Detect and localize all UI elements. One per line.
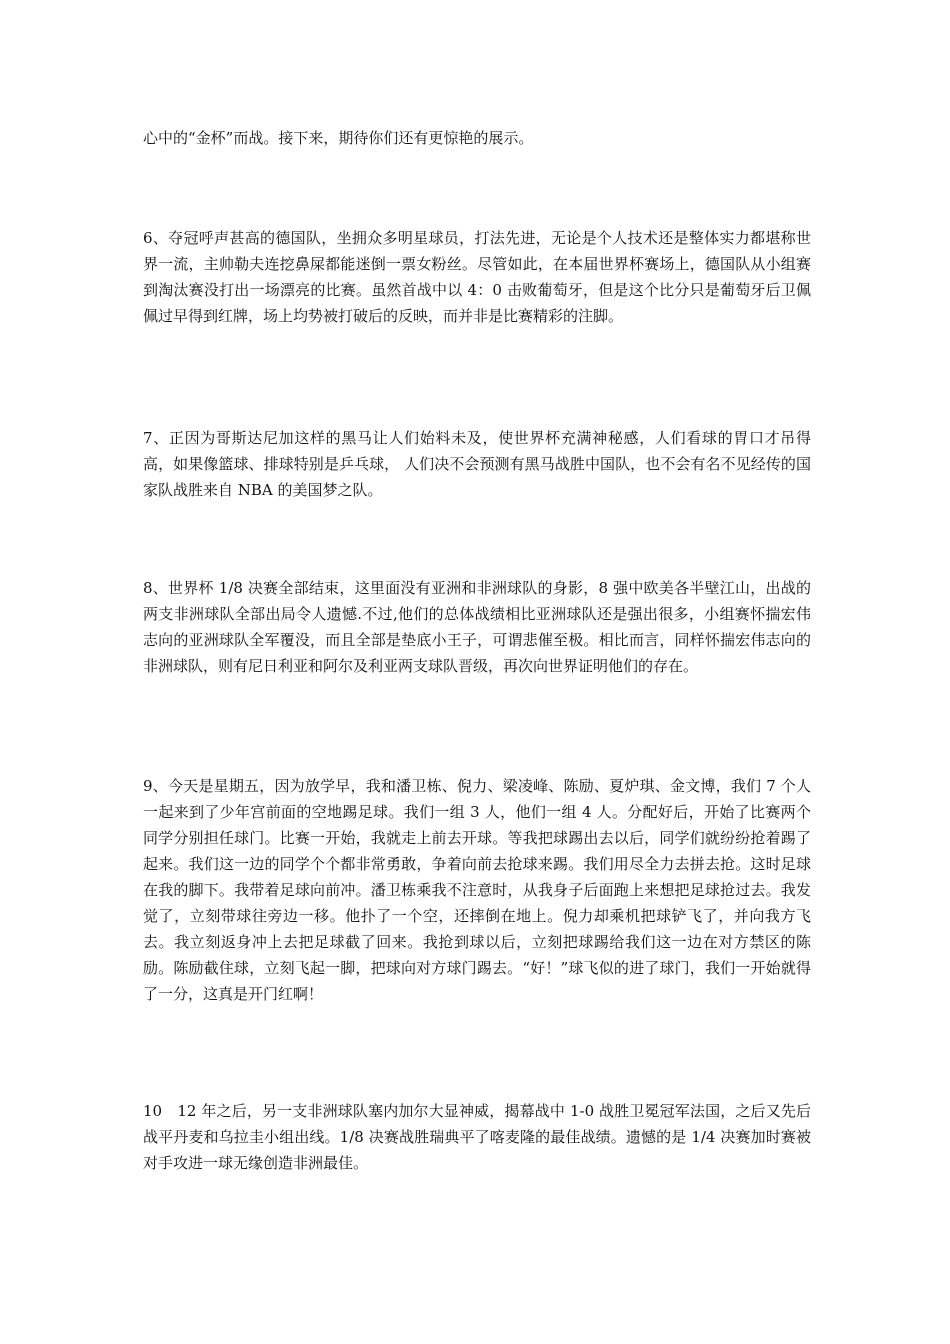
- paragraph-9-football-match: 9、今天是星期五，因为放学早，我和潘卫栋、倪力、梁凌峰、陈励、夏炉琪、金文博，我们 7 个人一起来到了少年宫前面的空地踢足球。我们一组 3 人，他们一组 4 人。分配好后，开始了比赛两个同学分别担任球门。比赛一开始，我就走上前去开球。等我把球踢出去以后，同学们就纷纷抢着踢了起来。我们这一边的同学个个都非常勇敢，争着向前去抢球来踢。我们用尽全力去拼去抢。这时足球在我的脚下。我带着足球向前冲。潘卫栋乘我不注意时，从我身子后面跑上来想把足球抢过去。我发觉了，立刻带球往旁边一移。他扑了一个空，还摔倒在地上。倪力却乘机把球铲飞了，并向我方飞去。我立刻返身冲上去把足球截了回来。我抢到球以后，立刻把球踢给我们这一边在对方禁区的陈励。陈励截住球，立刻飞起一脚，把球向对方球门踢去。“好！”球飞似的进了球门，我们一开始就得了一分，这真是开门红啊！: [143, 777, 811, 1003]
- paragraph-7-dark-horse: 7、正因为哥斯达尼加这样的黑马让人们始料未及，使世界杯充满神秘感，人们看球的胃口才吊得高，如果像篮球、排球特别是乒乓球， 人们决不会预测有黑马战胜中国队，也不会有名不见经传的国家队战胜来自 NBA 的美国梦之队。: [143, 429, 811, 499]
- paragraph-10-senegal: 10 12 年之后，另一支非洲球队塞内加尔大显神威，揭幕战中 1-0 战胜卫冕冠军法国，之后又先后战平丹麦和乌拉圭小组出线。1/8 决赛战胜瑞典平了喀麦隆的最佳战绩。遗憾的是 1/4 决赛加时赛被对手攻进一球无缘创造非洲最佳。: [143, 1102, 811, 1172]
- paragraph-golden-cup-closing: 心中的“金杯”而战。接下来，期待你们还有更惊艳的展示。: [143, 129, 534, 147]
- paragraph-8-round-of-16: 8、世界杯 1/8 决赛全部结束，这里面没有亚洲和非洲球队的身影，8 强中欧美各半壁江山，出战的两支非洲球队全部出局令人遗憾.不过,他们的总体战绩相比亚洲球队还是强出很多，小组赛怀揣宏伟志向的亚洲球队全军覆没，而且全部是垫底小王子，可谓悲催至极。相比而言，同样怀揣宏伟志向的非洲球队，则有尼日利亚和阿尔及利亚两支球队晋级，再次向世界证明他们的存在。: [143, 579, 811, 675]
- paragraph-6-germany: 6、夺冠呼声甚高的德国队，坐拥众多明星球员，打法先进，无论是个人技术还是整体实力都堪称世界一流，主帅勒夫连挖鼻屎都能迷倒一票女粉丝。尽管如此，在本届世界杯赛场上，德国队从小组赛到淘汰赛没打出一场漂亮的比赛。虽然首战中以 4：0 击败葡萄牙，但是这个比分只是葡萄牙后卫佩佩过早得到红牌，场上均势被打破后的反映，而并非是比赛精彩的注脚。: [143, 229, 811, 325]
